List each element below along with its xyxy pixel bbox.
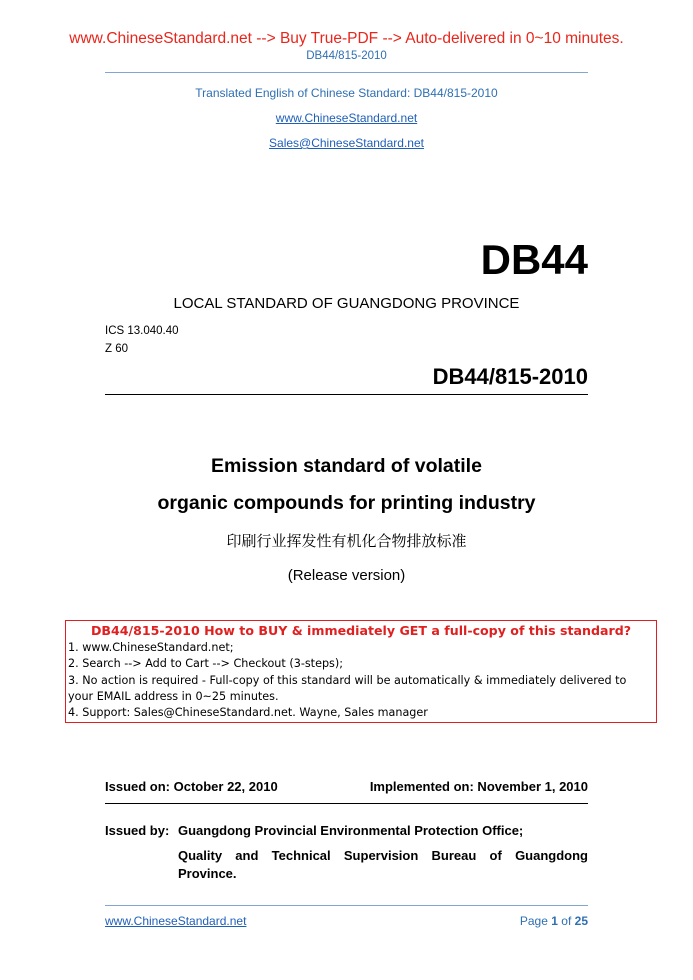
issued-date: Issued on: October 22, 2010	[105, 779, 278, 794]
page-total: 25	[574, 914, 588, 928]
buy-step-4: 4. Support: Sales@ChineseStandard.net. Wayne, Sales manager	[68, 706, 428, 719]
email-link-wrap	[0, 136, 693, 150]
title-line-2: organic compounds for printing industry	[157, 492, 536, 514]
dates-divider	[105, 803, 588, 804]
standard-big-code: DB44	[480, 236, 588, 283]
footer-divider	[105, 905, 588, 906]
local-standard-label: LOCAL STANDARD OF GUANGDONG PROVINCE	[173, 295, 520, 312]
standard-number: DB44/815-2010	[432, 364, 588, 389]
release-version: (Release version)	[287, 567, 406, 584]
buy-step-3: 3. No action is required - Full-copy of this standard will be automatically & immediately delivered to	[68, 674, 627, 687]
header-doc-code: DB44/815-2010	[306, 50, 387, 62]
top-banner[interactable]: www.ChineseStandard.net --> Buy True-PDF --> Auto-delivered in 0~10 minutes.	[69, 30, 624, 47]
issued-by-label: Issued by:	[105, 823, 170, 838]
email-link[interactable]: Sales@ChineseStandard.net	[269, 136, 424, 150]
issuer-org-1: Guangdong Provincial Environmental Protection Office;	[178, 823, 524, 838]
footer-website-wrap	[105, 914, 246, 928]
issuer-org-2-line-2: Province.	[178, 866, 237, 881]
website-link[interactable]: www.ChineseStandard.net	[275, 111, 418, 125]
buy-step-1[interactable]: 1. www.ChineseStandard.net;	[68, 641, 234, 654]
page-current: 1	[551, 914, 558, 928]
buy-box-title: DB44/815-2010 How to BUY & immediately GET a full-copy of this standard?	[90, 623, 632, 638]
translated-line: Translated English of Chinese Standard: DB44/815-2010	[195, 86, 498, 100]
z-code: Z 60	[105, 343, 129, 355]
issuer-org-2-line-1: Quality and Technical Supervision Bureau of Guangdong	[178, 848, 588, 863]
buy-step-3-cont: your EMAIL address in 0~25 minutes.	[68, 690, 279, 703]
title-line-1: Emission standard of volatile	[211, 455, 482, 477]
website-link-wrap	[0, 111, 693, 125]
standard-divider	[105, 394, 588, 395]
buy-info-box	[65, 620, 657, 723]
title-chinese: 印刷行业挥发性有机化合物排放标准	[226, 532, 467, 550]
buy-step-2: 2. Search --> Add to Cart --> Checkout (3-steps);	[68, 657, 344, 670]
page-prefix: Page	[519, 914, 548, 928]
footer-website-link[interactable]: www.ChineseStandard.net	[105, 914, 247, 928]
header-divider	[105, 72, 588, 73]
ics-code: ICS 13.040.40	[105, 325, 179, 337]
page-indicator	[520, 914, 588, 928]
page-of: of	[561, 914, 572, 928]
implemented-date: Implemented on: November 1, 2010	[369, 779, 588, 794]
